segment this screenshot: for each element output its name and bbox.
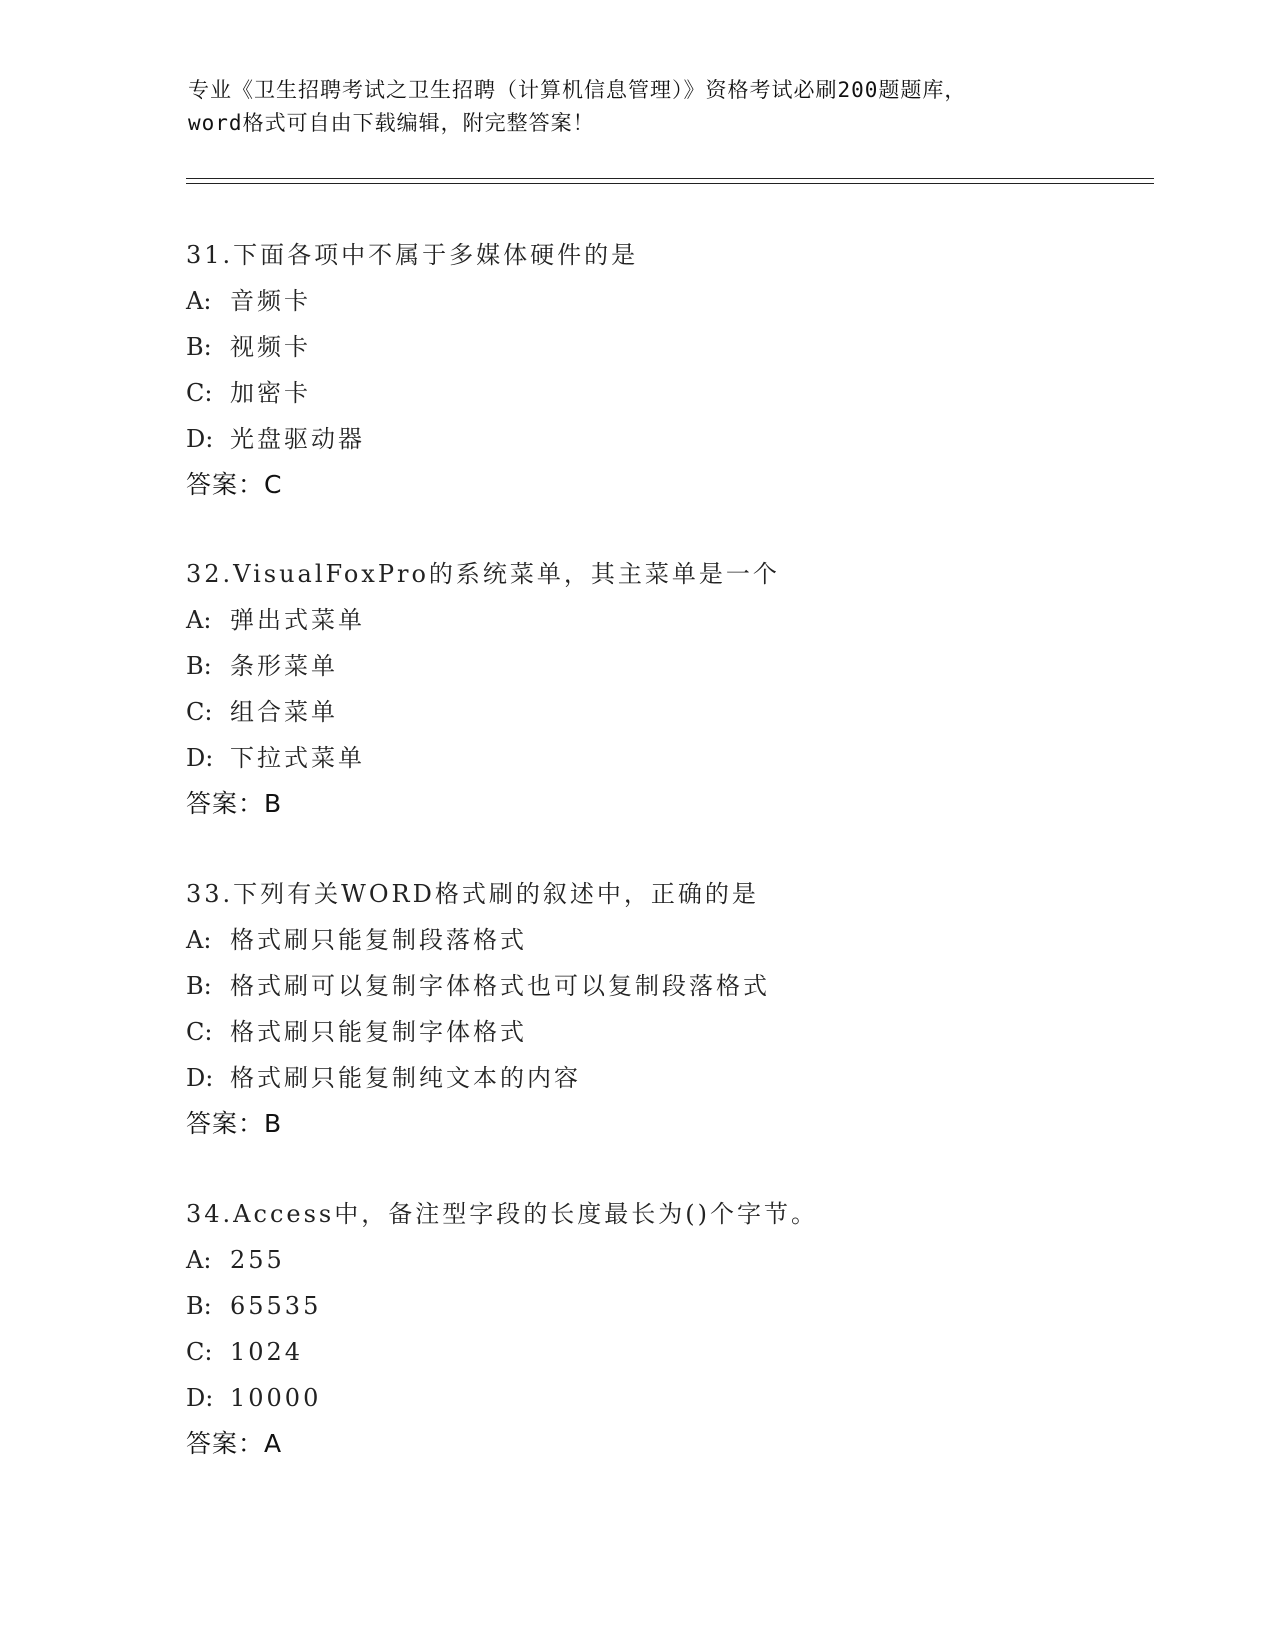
option-letter: B:: [186, 333, 212, 361]
question-stem: 32.VisualFoxPro的系统菜单，其主菜单是一个: [186, 560, 780, 588]
option-a: [186, 597, 1146, 643]
option-a: [186, 278, 1146, 324]
option-c: [186, 1009, 1146, 1055]
option-text: 下拉式菜单: [230, 744, 365, 772]
option-b: [186, 643, 1146, 689]
document-header: [188, 74, 1088, 140]
question-stem: 34.Access中，备注型字段的长度最长为()个字节。: [186, 1200, 818, 1228]
option-text: 1024: [230, 1338, 304, 1366]
option-d: [186, 1055, 1146, 1101]
option-text: 视频卡: [230, 333, 311, 361]
answer-line: 答案：C: [186, 470, 283, 499]
option-text: 组合菜单: [230, 698, 338, 726]
option-d: [186, 735, 1146, 781]
option-d: [186, 416, 1146, 462]
question-block: [186, 871, 1146, 1147]
option-letter: D:: [186, 1064, 214, 1092]
option-text: 条形菜单: [230, 652, 338, 680]
header-divider-top: [186, 178, 1154, 179]
answer-line: 答案：A: [186, 1429, 283, 1458]
option-text: 格式刷只能复制字体格式: [230, 1018, 527, 1046]
question-stem: 31.下面各项中不属于多媒体硬件的是: [186, 241, 639, 269]
option-text: 弹出式菜单: [230, 606, 365, 634]
option-letter: D:: [186, 744, 214, 772]
option-c: [186, 1329, 1146, 1375]
option-b: [186, 963, 1146, 1009]
option-text: 光盘驱动器: [230, 425, 365, 453]
option-text: 10000: [230, 1384, 322, 1412]
option-a: [186, 1237, 1146, 1283]
option-text: 格式刷只能复制段落格式: [230, 926, 527, 954]
option-letter: C:: [186, 379, 213, 407]
option-text: 255: [230, 1246, 285, 1274]
option-text: 格式刷只能复制纯文本的内容: [230, 1064, 581, 1092]
option-text: 音频卡: [230, 287, 311, 315]
question-block: [186, 1191, 1146, 1467]
option-letter: C:: [186, 1018, 213, 1046]
option-letter: C:: [186, 1338, 213, 1366]
answer-line: 答案：B: [186, 789, 283, 818]
header-divider-bottom: [186, 183, 1154, 184]
option-c: [186, 370, 1146, 416]
question-stem: 33.下列有关WORD格式刷的叙述中，正确的是: [186, 880, 759, 908]
option-letter: B:: [186, 652, 212, 680]
question-block: [186, 232, 1146, 508]
option-b: [186, 324, 1146, 370]
option-letter: A:: [186, 926, 212, 954]
option-a: [186, 917, 1146, 963]
option-letter: D:: [186, 1384, 214, 1412]
option-text: 格式刷可以复制字体格式也可以复制段落格式: [230, 972, 770, 1000]
option-letter: B:: [186, 1292, 212, 1320]
option-letter: C:: [186, 698, 213, 726]
option-letter: A:: [186, 287, 212, 315]
option-d: [186, 1375, 1146, 1421]
option-c: [186, 689, 1146, 735]
option-letter: D:: [186, 425, 214, 453]
header-line-1: 专业《卫生招聘考试之卫生招聘（计算机信息管理）》资格考试必刷200题题库，: [188, 78, 967, 102]
header-line-2: word格式可自由下载编辑，附完整答案！: [188, 111, 595, 135]
option-letter: B:: [186, 972, 212, 1000]
option-letter: A:: [186, 606, 212, 634]
question-block: [186, 551, 1146, 827]
answer-line: 答案：B: [186, 1109, 283, 1138]
option-text: 加密卡: [230, 379, 311, 407]
option-text: 65535: [230, 1292, 322, 1320]
option-b: [186, 1283, 1146, 1329]
option-letter: A:: [186, 1246, 212, 1274]
